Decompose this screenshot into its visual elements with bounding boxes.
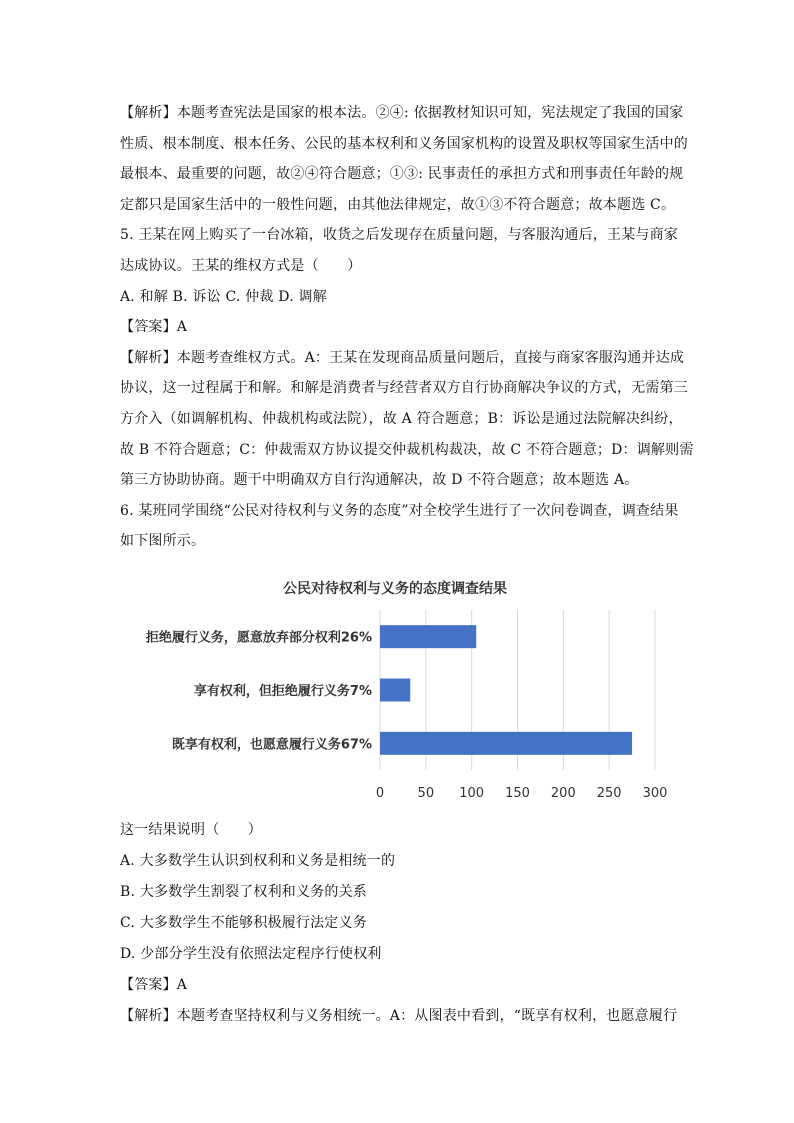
x-tick-label: 200 [550, 786, 576, 801]
option-line: D. 少部分学生没有依照法定程序行使权利 [120, 946, 382, 962]
bar [380, 732, 632, 755]
category-label: 拒绝履行义务，愿意放弃部分权利26% [145, 630, 372, 646]
text-line: 【解析】本题考查维权方式。A：王某在发现商品质量问题后，直接与商家客服沟通并达成 [120, 349, 685, 366]
x-tick-label: 250 [596, 786, 622, 801]
category-label: 享有权利，但拒绝履行义务7% [193, 684, 372, 699]
category-label: 既享有权利，也愿意履行义务67% [171, 737, 372, 753]
question-line: 6. 某班同学围绕“公民对待权利与义务的态度”对全校学生进行了一次问卷调查，调查结果 [120, 502, 679, 519]
text-line: 【解析】本题考查宪法是国家的根本法。②④: 依据教材知识可知，宪法规定了我国的国家 [120, 105, 684, 121]
bar [380, 679, 410, 702]
text-line: 故 B 不符合题意；C：仲裁需双方协议提交仲裁机构裁决，故 C 不符合题意；D：调解则需 [120, 441, 694, 458]
option-line: B. 大多数学生割裂了权利和义务的关系 [120, 884, 367, 900]
text-line: 定都只是国家生活中的一般性问题，由其他法律规定，故①③不符合题意；故本题选 C。 [120, 196, 676, 213]
x-tick-label: 50 [417, 786, 435, 801]
text-line: 达成协议。王某的维权方式是（ ） [120, 258, 362, 274]
text-line: 方介入（如调解机构、仲裁机构或法院），故 A 符合题意；B：诉讼是通过法院解决纠纷， [120, 411, 683, 427]
answer-line: 【答案】A [120, 319, 188, 336]
answer-line: 【答案】A [120, 977, 188, 993]
text-line: 第三方协助协商。题干中明确双方自行沟通解决，故 D 不符合题意；故本题选 A。 [120, 472, 639, 489]
bar-chart [110, 572, 690, 802]
bar [380, 625, 476, 648]
option-line: A. 大多数学生认识到权利和义务是相统一的 [120, 853, 396, 869]
question-line: 5. 王某在网上购买了一台冰箱，收货之后发现存在质量问题，与客服沟通后，王某与商家 [120, 227, 679, 244]
x-tick-label: 100 [459, 786, 485, 801]
text-line: 这一结果说明（ ） [120, 822, 262, 838]
chart-title: 公民对待权利与义务的态度调查结果 [283, 581, 507, 597]
text-line: 【解析】本题考查坚持权利与义务相统一。A：从图表中看到，“既享有权利，也愿意履行 [120, 1008, 678, 1024]
text-line: 性质、根本制度、根本任务、公民的基本权利和义务国家机构的设置及职权等国家生活中的 [120, 135, 688, 152]
x-tick-label: 300 [642, 786, 668, 801]
option-line: C. 大多数学生不能够积极履行法定义务 [120, 915, 367, 931]
text-line: 如下图所示。 [120, 533, 206, 550]
option-line: A. 和解 B. 诉讼 C. 仲裁 D. 调解 [120, 288, 327, 305]
text-line: 最根本、最重要的问题，故②④符合题意；①③: 民事责任的承担方式和刑事责任年龄的规 [120, 166, 684, 183]
x-tick-label: 0 [375, 786, 385, 801]
text-line: 协议，这一过程属于和解。和解是消费者与经营者双方自行协商解决争议的方式，无需第三 [120, 380, 688, 397]
x-tick-label: 150 [505, 786, 530, 801]
